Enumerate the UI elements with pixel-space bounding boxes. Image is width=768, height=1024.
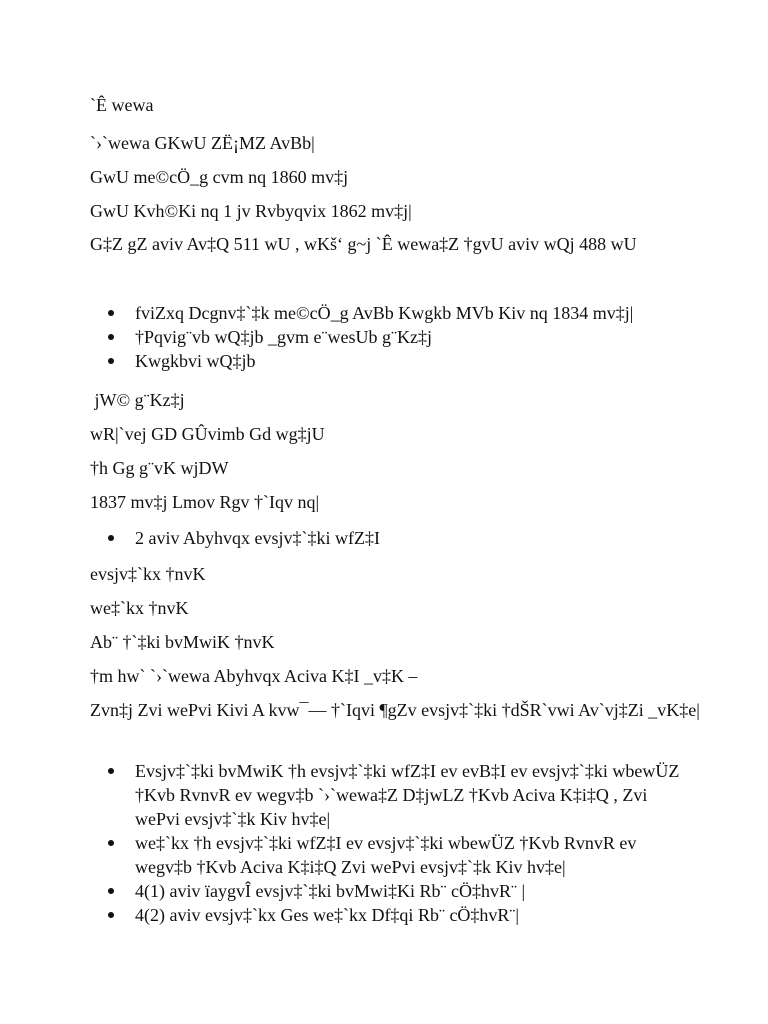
- list-item: Evsjv‡`‡ki bvMwiK †h evsjv‡`‡ki wfZ‡I ev evB‡I ev evsjv‡`‡ki wbewÜZ †Kvb RvnvR ev wegv‡b `›`wewa‡Z D‡jwLZ †Kvb Aciva K‡i‡Q , Zvi wePvi evsjv‡`‡k Kiv hv‡e|: [135, 761, 680, 829]
- list-item: †Pqvig¨vb wQ‡jb _gvm e¨wesUb g¨Kz‡j: [135, 325, 695, 349]
- list-item: fviZxq Dcgnv‡`‡k me©cÖ_g AvBb Kwgkb MVb Kiv nq 1834 mv‡j|: [135, 301, 695, 325]
- paragraph-10: evsjv‡`kx †nvK: [90, 564, 206, 584]
- paragraph-1: `Ê wewa: [90, 95, 154, 115]
- bullet-list-2: [90, 526, 695, 550]
- paragraph-5: G‡Z gZ aviv Av‡Q 511 wU , wKš‘ g~j `Ê wewa‡Z †gvU aviv wQj 488 wU: [90, 234, 637, 254]
- paragraph-8: †h Gg g¨vK wjDW: [90, 458, 229, 478]
- paragraph-4: GwU Kvh©Ki nq 1 jv Rvbyqvix 1862 mv‡j|: [90, 201, 412, 221]
- paragraph-3: GwU me©cÖ_g cvm nq 1860 mv‡j: [90, 167, 349, 187]
- list-item: we‡`kx †h evsjv‡`‡ki wfZ‡I ev evsjv‡`‡ki wbewÜZ †Kvb RvnvR ev wegv‡b †Kvb Aciva K‡i‡Q Zvi wePvi evsjv‡`‡k Kiv hv‡e|: [135, 831, 680, 879]
- paragraph-13: †m hw` `›`wewa Abyhvqx Aciva K‡I _v‡K –: [90, 666, 418, 686]
- paragraph-7: wR|`vej GD GÛvimb Gd wg‡jU: [90, 424, 325, 444]
- list-item: Kwgkbvi wQ‡jb: [135, 349, 695, 373]
- paragraph-12: Ab¨ †`‡ki bvMwiK †nvK: [90, 632, 275, 652]
- bullet-list-1: [90, 301, 695, 373]
- list-item: 4(2) aviv evsjv‡`kx Ges we‡`kx Df‡qi Rb¨ cÖ‡hvR¨|: [135, 903, 680, 927]
- paragraph-9: 1837 mv‡j Lmov Rgv †`Iqv nq|: [90, 492, 320, 512]
- list-item: 4(1) aviv ïaygvÎ evsjv‡`‡ki bvMwi‡Ki Rb¨ cÖ‡hvR¨ |: [135, 879, 680, 903]
- paragraph-2: `›`wewa GKwU ZË¡MZ AvBb|: [90, 133, 315, 153]
- bullet-list-3: [90, 759, 680, 927]
- list-item: 2 aviv Abyhvqx evsjv‡`‡ki wfZ‡I: [135, 526, 695, 550]
- paragraph-6: jW© g¨Kz‡j: [90, 390, 185, 410]
- paragraph-11: we‡`kx †nvK: [90, 598, 189, 618]
- paragraph-14: Zvn‡j Zvi wePvi Kivi A kvw¯— †`Iqvi ¶gZv evsjv‡`‡ki †dŠR`vwi Av`vj‡Zi _vK‡e|: [90, 700, 700, 720]
